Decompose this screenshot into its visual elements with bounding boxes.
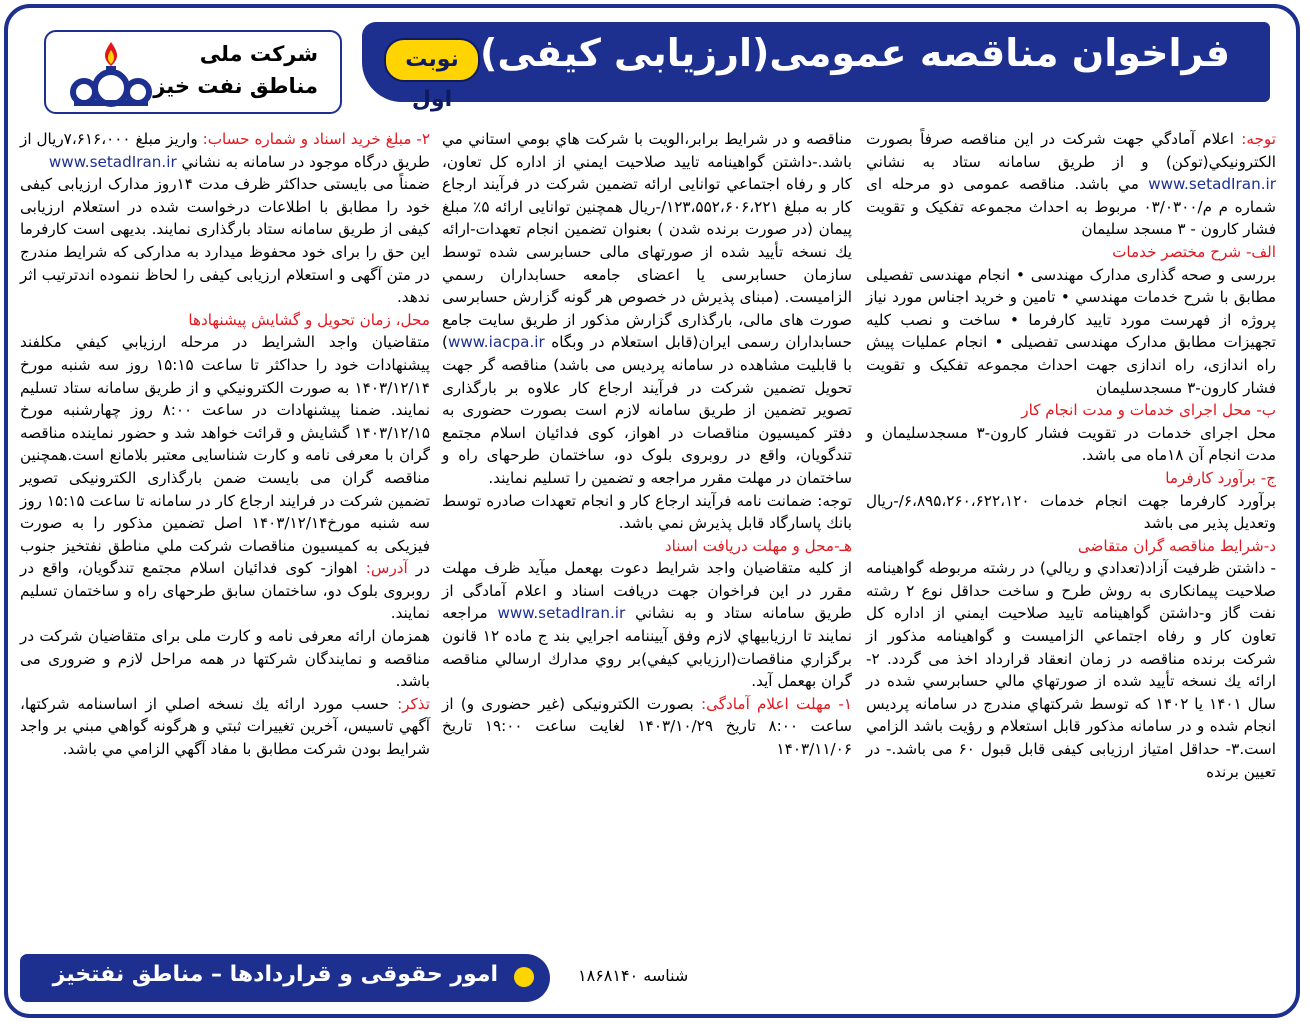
section-heading-g: محل، زمان تحویل و گشایش پیشنهادها [188, 310, 430, 329]
footer-bar [20, 954, 550, 1002]
deadline-label: ۱- مهلت اعلام آمادگی: [701, 694, 853, 713]
documents-paragraph [442, 557, 852, 693]
notice-label: توجه: [1241, 130, 1276, 148]
documents-text-2: مراجعه نمايند تا ارزيابيهاي لازم وفق آييننامه اجرايي بند ج ماده ۱۲ قانون برگزاري مناقصات(ارزيابي كيفي)بر روي مدارك ارسالي مناقصه گران بهعمل آيد. [442, 604, 852, 691]
payment-paragraph [20, 128, 430, 173]
iacpa-link[interactable]: www.iacpa.ir [447, 333, 545, 352]
setad-link-3[interactable]: www.setadIran.ir [48, 152, 177, 171]
section-heading-a: الف- شرح مختصر خدمات [1112, 242, 1276, 261]
serial-id: شناسه ۱۸۶۸۱۴۰ [578, 966, 689, 985]
documents-text: از کلیه متقاضیان واجد شرایط دعوت بهعمل ميآيد ظرف مهلت مقرر در این فراخوان جهت دریافت اسناد و اعلام آمادگی از طریق سامانه ستاد و به نشاني [442, 559, 852, 623]
address-label: آدرس: [365, 559, 416, 578]
section-heading-b: ب- محل اجرای خدمات و مدت انجام کار [1021, 401, 1276, 420]
company-name-line1: شرکت ملی [199, 42, 318, 66]
setad-link-2[interactable]: www.setadIran.ir [497, 604, 626, 623]
text-column-3 [20, 128, 430, 761]
notice-paragraph [866, 128, 1276, 241]
title-bar [362, 22, 1270, 112]
guarantee-text: مناقصه و در شرايط برابر،الويت با شرکت هاي بومي استاني مي باشد.-داشتن گواهینامه تایید صلاحیت ایمني از اداره کل تعاون، کار و رفاه اجتماعي توانایی ارائه تضمین شرکت در فرآیند ارجاع کار به مبلغ ۱۲۳،۵۵۲،۶۰۶،۲۲۱/-ریال همچنین توانایی ارائه ۵٪ مبلغ پیمان (در صورت برنده شدن ) بعنوان تضمين انجام تعهدات-ارائه يك نسخه تأييد شده از صورتهاى مالی حسابرسی شده توسط سازمان حسابرسی یا اعضای جامعه حسابداران رسمي الزامیست. (مبنای پذیرش در خصوص هر گونه گزارش حسابرسی صورت های مالی، بارگذاری گزارش مذکور از طریق سایت جامع حسابداران رسمی ایران(قابل استعلام در وبگاه [442, 130, 852, 352]
evaluation-paragraph: ضمناً می بایستی حداکثر ظرف مدت ۱۴روز مدارک ارزیابی کیفی خود را مطابق با اطلاعات درخواست شده در استعلام ارزیابی کیفی از طریق سامانه ستاد بارگذاری نمایند. بدیهی است کارفرما این حق را برای خود محفوظ میدارد به مدارکی که شرایط مندرج در متن آگهی و استعلام ارزیابی کیفی را لحاظ ننموده اندترتیب اثر ندهد. [20, 175, 430, 307]
page-title: فراخوان مناقصه عمومی(ارزیابی کیفی) [480, 31, 1230, 75]
deadline-paragraph [442, 693, 852, 761]
notice-text: اعلام آمادگي جهت شركت در اين مناقصه صرفاً بصورت الكترونيكي(توكن) و از طريق سامانه ستاد به نشاني [866, 130, 1276, 171]
round-badge: نوبت اول [384, 38, 480, 82]
company-box [44, 30, 342, 114]
reminder-paragraph [20, 693, 430, 761]
section-text-d: - داشتن ظرفیت آزاد(تعدادي و ريالي) در رشته مربوطه گواهینامه صلاحیت پیمانکاری به روش طرح و ساخت حداقل نوع ۲ رشته نفت گاز و-داشتن گواهینامه تایید صلاحیت ایمني از اداره کل تعاون کار و رفاه اجتماعي الزامیست و گواهینامه مذکور از شرکت برنده مناقصه در زمان انعقاد قرارداد اخذ می گردد. ۲-ارائه يك نسخه تأييد شده از صورتهاي مالي حسابرسي شده در سال ۱۴۰۱ یا ۱۴۰۲ که توسط شرکتهاي مندرج در سامانه پردیس انجام شده و در سامانه مذکور قابل استعلام و رؤیت باشد الزامي است.۳- حداقل امتیاز ارزیابی کیفی قابل قبول ۶۰ می باشد.- در تعیین برنده [866, 559, 1276, 781]
id-requirement-paragraph: همزمان ارائه معرفی نامه و کارت ملی برای متقاضیان شرکت در مناقصه و نمایندگان شرکتها در همه مراحل لازم و ضروری می باشد. [20, 627, 430, 691]
payment-text: واریز مبلغ ۷،۶۱۶،۰۰۰ریال از طریق درگاه موجود در سامانه به نشاني [20, 130, 430, 171]
notice-text-2: مي باشد. مناقصه عمومی دو مرحله ای شماره م م/۰۳/۰۳۰۰ مربوط به احداث مجموعه تفکیک و تقویت فشار کارون - ۳ مسجد سلیمان [866, 175, 1276, 239]
guarantee-paragraph [442, 128, 852, 490]
text-column-2 [442, 128, 852, 761]
company-logo-icon [66, 38, 156, 108]
section-heading-c: ج- برآورد کارفرما [1165, 468, 1276, 487]
company-name-line2: مناطق نفت خیز [153, 74, 318, 98]
footer-text: امور حقوقی و قراردادها – مناطق نفتخیز [52, 962, 498, 987]
section-heading-d: د-شرایط مناقصه گران متقاضی [1077, 536, 1276, 555]
submission-paragraph [20, 331, 430, 625]
setad-link[interactable]: www.setadIran.ir [1148, 175, 1276, 194]
section-text-b: محل اجرای خدمات در تقویت فشار کارون-۳ مسجدسلیمان و مدت انجام آن ۱۸ماه می باشد. [866, 423, 1276, 465]
guarantee-text-2: ) با قابليت مشاهده در سامانه پرديس می باشد) مناقصه گر جهت تحویل تضمین شرکت در فرآیند ارجاع کار علاوه بر بارگذاری تصویر تضمین از طریق سامانه لازم است بصورت حضوری به دفتر کمیسیون مناقصات در اهواز، کوی فدائیان اسلام مجتمع تندگويان، واقع در روبروی بلوک دو، ساختمان طرحهای راه و ساختمان در مهلت مقرر مراجعه و تضمین را تسلیم نمایند. [442, 333, 852, 487]
section-heading-e: هـ-محل و مهلت دریافت اسناد [664, 536, 852, 555]
text-column-1 [866, 128, 1276, 783]
submission-text: متقاضيان واجد الشرايط در مرحله ارزيابي كيفي مکلفند پیشنهادات خود را حداکثر تا ساعت ۱۵:۱۵ روز سه شنبه مورخ ۱۴۰۳/۱۲/۱۴ به صورت الكترونيكي و از طريق سامانه ستاد تسلیم نمایند. ضمنا پیشنهادات در ساعت ۸:۰۰ روز چهارشنبه مورخ ۱۴۰۳/۱۲/۱۵ گشایش و قرائت خواهد شد و حضور نماینده مناقصه گران با معرفی نامه و کارت شناسایی معتبر بلامانع است.همچنین مناقصه گران می بایست ضمن بارگذاری الکترونیکی تصویر تضمین شرکت در فرایند ارجاع کار در سامانه تا ساعت ۱۵:۱۵ روز سه شنبه مورخ۱۴۰۳/۱۲/۱۴ اصل تضمین مذکور را به صورت فیزیکی به کمیسیون مناقصات شركت ملي مناطق نفتخيز جنوب در [20, 333, 431, 578]
bullet-dot-icon [514, 967, 534, 987]
deadline-text: بصورت الکترونیکی (غیر حضوری و) از ساعت ۸:۰۰ تاریخ ۱۴۰۳/۱۰/۲۹ لغایت ساعت ۱۹:۰۰ تاریخ ۱۴۰۳/۱۱/۰۶ [442, 694, 852, 759]
reminder-label: تذكر: [397, 694, 430, 713]
section-text-a: بررسی و صحه گذاری مدارک مهندسی • انجام مهندسی تفصیلی مطابق با شرح خدمات مهندسي • تامین و خرید اجناس مورد نیاز پروژه از فهرست مورد تایید کارفرما • ساخت و نصب کلیه تجهیزات مطابق مدارک مهندسی تفصیلی • انجام عملیات پیش راه اندازی، راه اندازی جهت احداث مجموعه تفکیک و تقویت فشار کارون-۳ مسجدسلیمان [866, 265, 1276, 397]
payment-label: ۲- مبلغ خرید اسناد و شماره حساب: [202, 130, 431, 148]
reminder-text: حسب مورد ارائه يك نسخه اصلي از اساسنامه شركتها، آگهي تاسيس، آخرين تغييرات ثبتي و هرگونه گواهي مبني بر واجد شرايط بودن شرکت مطابق با مفاد آگهي الزامي مي باشد. [20, 694, 430, 759]
address-text: اهواز- کوی فدائیان اسلام مجتمع تندگويان، واقع در روبروی بلوک دو، ساختمان سابق طرحهای راه و ساختمان تسلیم نمایند. [20, 559, 430, 623]
bank-note: توجه: ضمانت نامه فرآیند ارجاع کار و انجام تعهدات صادره توسط بانك پاسارگاد قابل پذيرش نمي باشد. [442, 491, 852, 533]
section-text-c: برآورد کارفرما جهت انجام خدمات ۶،۸۹۵،۲۶۰،۶۲۲،۱۲۰/-ریال وتعدیل پذیر می باشد [866, 491, 1276, 533]
